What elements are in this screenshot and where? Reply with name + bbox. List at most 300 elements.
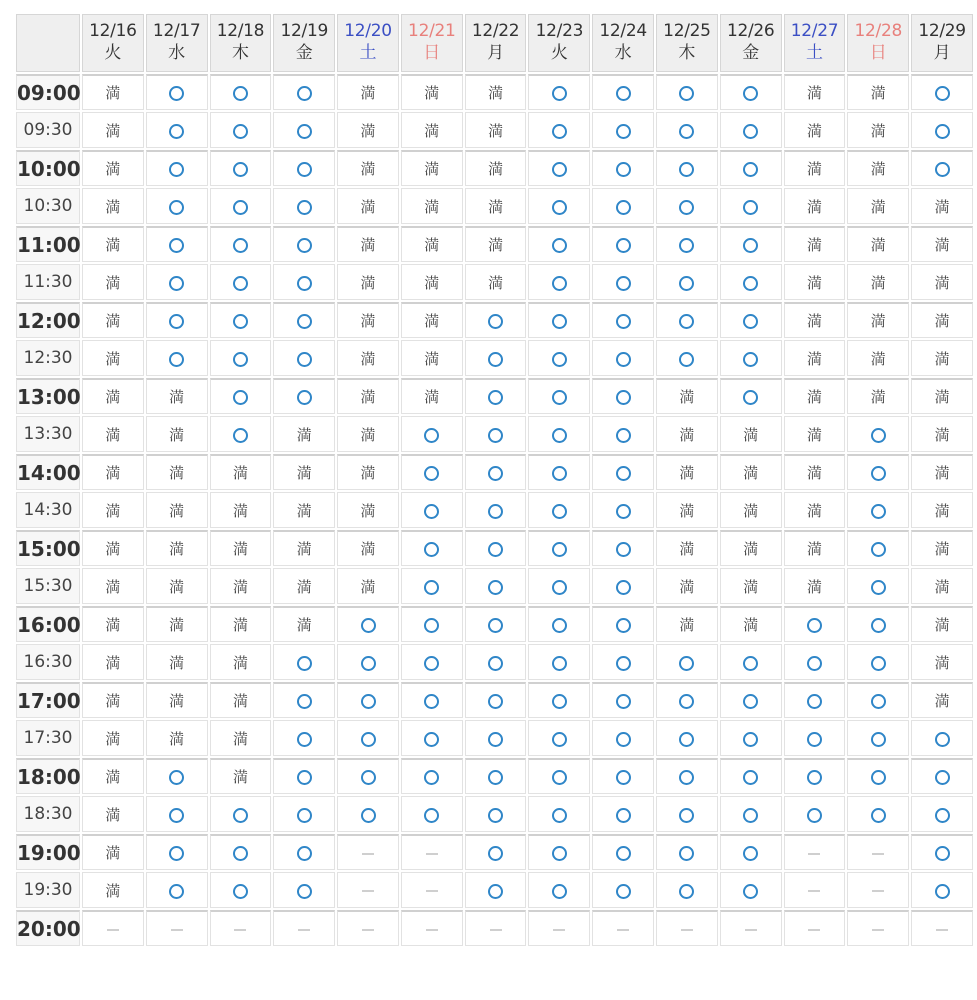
weekday-label: 水 xyxy=(614,43,632,63)
slot-available[interactable] xyxy=(592,530,654,566)
weekday-label: 月 xyxy=(933,43,951,63)
slot-available[interactable] xyxy=(465,454,527,490)
time-label: 10:00 xyxy=(16,150,80,186)
slot-full: 満 xyxy=(82,264,144,300)
slot-available[interactable] xyxy=(847,454,909,490)
time-label: 09:30 xyxy=(16,112,80,148)
slot-available[interactable] xyxy=(847,416,909,452)
time-label: 10:30 xyxy=(16,188,80,224)
slot-available[interactable] xyxy=(465,758,527,794)
weekday-label: 金 xyxy=(295,43,313,63)
circle-available-icon xyxy=(297,884,312,899)
slot-available[interactable] xyxy=(656,150,718,186)
circle-available-icon xyxy=(488,656,503,671)
slot-available[interactable] xyxy=(465,834,527,870)
circle-available-icon xyxy=(424,504,439,519)
circle-available-icon xyxy=(935,86,950,101)
circle-available-icon xyxy=(488,884,503,899)
slot-available[interactable] xyxy=(784,606,846,642)
dash-unavailable-icon xyxy=(362,853,374,855)
slot-full: 満 xyxy=(146,720,208,756)
slot-available[interactable] xyxy=(847,530,909,566)
slot-available[interactable] xyxy=(401,758,463,794)
slot-available[interactable] xyxy=(847,492,909,528)
slot-full: 満 xyxy=(784,226,846,262)
circle-available-icon xyxy=(361,656,376,671)
slot-full: 満 xyxy=(465,150,527,186)
slot-available[interactable] xyxy=(720,378,782,414)
slot-available[interactable] xyxy=(784,682,846,718)
slot-full: 満 xyxy=(146,530,208,566)
time-row xyxy=(16,796,973,832)
slot-full: 満 xyxy=(847,150,909,186)
slot-full: 満 xyxy=(465,188,527,224)
slot-full: 満 xyxy=(401,340,463,376)
time-row xyxy=(16,150,973,186)
time-row xyxy=(16,454,973,490)
slot-unavailable xyxy=(784,910,846,946)
slot-full: 満 xyxy=(656,454,718,490)
slot-available[interactable] xyxy=(210,150,272,186)
slot-available[interactable] xyxy=(401,416,463,452)
slot-available[interactable] xyxy=(720,834,782,870)
slot-available[interactable] xyxy=(528,264,590,300)
slot-available[interactable] xyxy=(656,872,718,908)
date-label: 12/25 xyxy=(663,21,711,42)
slot-available[interactable] xyxy=(911,74,973,110)
dash-unavailable-icon xyxy=(808,853,820,855)
slot-available[interactable] xyxy=(273,74,335,110)
slot-available[interactable] xyxy=(592,188,654,224)
slot-full: 満 xyxy=(337,112,399,148)
slot-available[interactable] xyxy=(592,150,654,186)
slot-available[interactable] xyxy=(210,188,272,224)
slot-available[interactable] xyxy=(592,720,654,756)
slot-full: 満 xyxy=(210,530,272,566)
slot-available[interactable] xyxy=(592,492,654,528)
slot-available[interactable] xyxy=(528,682,590,718)
circle-available-icon xyxy=(679,352,694,367)
slot-available[interactable] xyxy=(528,796,590,832)
circle-available-icon xyxy=(297,732,312,747)
slot-available[interactable] xyxy=(273,834,335,870)
slot-available[interactable] xyxy=(465,682,527,718)
slot-available[interactable] xyxy=(911,834,973,870)
slot-available[interactable] xyxy=(528,150,590,186)
slot-available[interactable] xyxy=(210,302,272,338)
slot-available[interactable] xyxy=(401,720,463,756)
slot-available[interactable] xyxy=(528,720,590,756)
slot-available[interactable] xyxy=(592,378,654,414)
slot-available[interactable] xyxy=(210,74,272,110)
slot-available[interactable] xyxy=(210,226,272,262)
circle-available-icon xyxy=(488,846,503,861)
slot-available[interactable] xyxy=(592,758,654,794)
slot-available[interactable] xyxy=(465,378,527,414)
slot-available[interactable] xyxy=(656,112,718,148)
date-header-12-22 xyxy=(465,14,527,72)
date-label: 12/29 xyxy=(918,21,966,42)
date-header-row xyxy=(16,14,973,72)
date-label: 12/17 xyxy=(152,21,201,42)
slot-available[interactable] xyxy=(528,834,590,870)
slot-available[interactable] xyxy=(337,682,399,718)
slot-available[interactable] xyxy=(592,226,654,262)
slot-available[interactable] xyxy=(465,492,527,528)
slot-available[interactable] xyxy=(911,796,973,832)
slot-available[interactable] xyxy=(401,606,463,642)
slot-full: 満 xyxy=(911,188,973,224)
slot-available[interactable] xyxy=(401,644,463,680)
slot-full: 満 xyxy=(911,454,973,490)
slot-available[interactable] xyxy=(528,606,590,642)
slot-available[interactable] xyxy=(784,720,846,756)
slot-available[interactable] xyxy=(847,682,909,718)
circle-available-icon xyxy=(743,276,758,291)
slot-full: 満 xyxy=(82,720,144,756)
circle-available-icon xyxy=(552,314,567,329)
availability-table xyxy=(14,12,975,948)
slot-full: 満 xyxy=(146,682,208,718)
time-label: 20:00 xyxy=(16,910,80,946)
circle-available-icon xyxy=(297,846,312,861)
time-label: 16:00 xyxy=(16,606,80,642)
circle-available-icon xyxy=(871,656,886,671)
slot-full: 満 xyxy=(337,188,399,224)
slot-full: 満 xyxy=(401,378,463,414)
slot-available[interactable] xyxy=(720,188,782,224)
slot-available[interactable] xyxy=(401,530,463,566)
slot-available[interactable] xyxy=(337,796,399,832)
slot-available[interactable] xyxy=(210,378,272,414)
slot-available[interactable] xyxy=(528,74,590,110)
circle-available-icon xyxy=(424,428,439,443)
circle-available-icon xyxy=(488,732,503,747)
slot-available[interactable] xyxy=(146,872,208,908)
circle-available-icon xyxy=(552,808,567,823)
slot-available[interactable] xyxy=(720,112,782,148)
slot-available[interactable] xyxy=(146,264,208,300)
time-row xyxy=(16,834,973,870)
circle-available-icon xyxy=(169,884,184,899)
slot-available[interactable] xyxy=(911,872,973,908)
dash-unavailable-icon xyxy=(872,890,884,892)
slot-available[interactable] xyxy=(273,796,335,832)
slot-available[interactable] xyxy=(528,872,590,908)
slot-available[interactable] xyxy=(528,188,590,224)
slot-available[interactable] xyxy=(847,644,909,680)
date-header-12-28 xyxy=(847,14,909,72)
slot-available[interactable] xyxy=(337,644,399,680)
slot-available[interactable] xyxy=(528,758,590,794)
slot-unavailable xyxy=(656,910,718,946)
slot-available[interactable] xyxy=(720,74,782,110)
time-row xyxy=(16,720,973,756)
slot-available[interactable] xyxy=(784,796,846,832)
slot-available[interactable] xyxy=(528,492,590,528)
slot-available[interactable] xyxy=(273,112,335,148)
slot-available[interactable] xyxy=(592,682,654,718)
slot-available[interactable] xyxy=(528,416,590,452)
slot-available[interactable] xyxy=(273,264,335,300)
slot-available[interactable] xyxy=(656,302,718,338)
slot-available[interactable] xyxy=(720,682,782,718)
slot-available[interactable] xyxy=(465,568,527,604)
slot-available[interactable] xyxy=(592,302,654,338)
date-header-12-18 xyxy=(210,14,272,72)
slot-full: 満 xyxy=(210,644,272,680)
slot-available[interactable] xyxy=(401,568,463,604)
slot-available[interactable] xyxy=(720,796,782,832)
slot-available[interactable] xyxy=(273,150,335,186)
slot-full: 満 xyxy=(847,340,909,376)
slot-available[interactable] xyxy=(528,454,590,490)
slot-full: 満 xyxy=(784,568,846,604)
slot-available[interactable] xyxy=(720,150,782,186)
slot-available[interactable] xyxy=(720,720,782,756)
slot-full: 満 xyxy=(656,568,718,604)
slot-available[interactable] xyxy=(146,112,208,148)
circle-available-icon xyxy=(743,694,758,709)
time-label: 11:30 xyxy=(16,264,80,300)
slot-available[interactable] xyxy=(656,644,718,680)
slot-available[interactable] xyxy=(592,644,654,680)
slot-full: 満 xyxy=(401,112,463,148)
slot-available[interactable] xyxy=(656,226,718,262)
date-label: 12/22 xyxy=(471,21,520,42)
time-label: 14:00 xyxy=(16,454,80,490)
circle-available-icon xyxy=(616,276,631,291)
slot-available[interactable] xyxy=(146,226,208,262)
slot-available[interactable] xyxy=(273,188,335,224)
slot-available[interactable] xyxy=(911,758,973,794)
slot-available[interactable] xyxy=(592,112,654,148)
slot-available[interactable] xyxy=(720,644,782,680)
slot-full: 満 xyxy=(273,606,335,642)
slot-available[interactable] xyxy=(656,720,718,756)
slot-available[interactable] xyxy=(401,796,463,832)
time-row xyxy=(16,340,973,376)
slot-available[interactable] xyxy=(592,340,654,376)
slot-available[interactable] xyxy=(656,264,718,300)
circle-available-icon xyxy=(169,124,184,139)
slot-full: 満 xyxy=(337,378,399,414)
date-header-12-24 xyxy=(592,14,654,72)
slot-available[interactable] xyxy=(592,264,654,300)
slot-available[interactable] xyxy=(720,758,782,794)
slot-full: 満 xyxy=(210,454,272,490)
circle-available-icon xyxy=(935,732,950,747)
slot-available[interactable] xyxy=(784,758,846,794)
slot-full: 満 xyxy=(82,226,144,262)
slot-available[interactable] xyxy=(720,340,782,376)
circle-available-icon xyxy=(616,770,631,785)
slot-available[interactable] xyxy=(210,112,272,148)
slot-full: 満 xyxy=(146,454,208,490)
slot-available[interactable] xyxy=(273,378,335,414)
circle-available-icon xyxy=(743,770,758,785)
circle-available-icon xyxy=(616,580,631,595)
slot-full: 満 xyxy=(146,644,208,680)
slot-full: 満 xyxy=(847,112,909,148)
slot-available[interactable] xyxy=(146,340,208,376)
slot-available[interactable] xyxy=(146,150,208,186)
slot-available[interactable] xyxy=(273,226,335,262)
slot-full: 満 xyxy=(401,226,463,262)
slot-available[interactable] xyxy=(146,834,208,870)
slot-available[interactable] xyxy=(465,872,527,908)
circle-available-icon xyxy=(169,86,184,101)
slot-full: 満 xyxy=(337,340,399,376)
slot-available[interactable] xyxy=(720,872,782,908)
slot-available[interactable] xyxy=(273,872,335,908)
slot-available[interactable] xyxy=(146,74,208,110)
time-row xyxy=(16,302,973,338)
slot-available[interactable] xyxy=(656,758,718,794)
circle-available-icon xyxy=(552,428,567,443)
time-label: 19:30 xyxy=(16,872,80,908)
date-header-12-23 xyxy=(528,14,590,72)
slot-available[interactable] xyxy=(528,340,590,376)
slot-available[interactable] xyxy=(720,302,782,338)
circle-available-icon xyxy=(743,656,758,671)
slot-available[interactable] xyxy=(210,834,272,870)
slot-available[interactable] xyxy=(784,644,846,680)
slot-available[interactable] xyxy=(465,340,527,376)
slot-available[interactable] xyxy=(528,226,590,262)
slot-available[interactable] xyxy=(273,682,335,718)
slot-available[interactable] xyxy=(210,264,272,300)
slot-available[interactable] xyxy=(911,112,973,148)
time-row xyxy=(16,530,973,566)
slot-available[interactable] xyxy=(528,112,590,148)
slot-available[interactable] xyxy=(847,758,909,794)
slot-available[interactable] xyxy=(337,758,399,794)
slot-available[interactable] xyxy=(401,492,463,528)
slot-unavailable xyxy=(337,834,399,870)
slot-available[interactable] xyxy=(401,454,463,490)
slot-available[interactable] xyxy=(592,872,654,908)
slot-available[interactable] xyxy=(465,302,527,338)
slot-available[interactable] xyxy=(592,796,654,832)
slot-available[interactable] xyxy=(146,796,208,832)
slot-available[interactable] xyxy=(528,378,590,414)
slot-available[interactable] xyxy=(465,606,527,642)
slot-available[interactable] xyxy=(273,302,335,338)
slot-available[interactable] xyxy=(592,454,654,490)
circle-available-icon xyxy=(679,276,694,291)
circle-available-icon xyxy=(552,770,567,785)
slot-full: 満 xyxy=(465,112,527,148)
slot-full: 満 xyxy=(82,416,144,452)
slot-available[interactable] xyxy=(656,796,718,832)
slot-available[interactable] xyxy=(465,530,527,566)
slot-available[interactable] xyxy=(273,720,335,756)
slot-available[interactable] xyxy=(592,834,654,870)
slot-full: 満 xyxy=(656,416,718,452)
slot-available[interactable] xyxy=(146,188,208,224)
slot-full: 満 xyxy=(146,416,208,452)
circle-available-icon xyxy=(169,276,184,291)
slot-full: 満 xyxy=(784,340,846,376)
slot-available[interactable] xyxy=(528,530,590,566)
slot-available[interactable] xyxy=(401,682,463,718)
slot-full: 満 xyxy=(784,74,846,110)
slot-full: 満 xyxy=(401,264,463,300)
slot-available[interactable] xyxy=(656,188,718,224)
slot-full: 満 xyxy=(656,492,718,528)
slot-available[interactable] xyxy=(528,568,590,604)
slot-full: 満 xyxy=(273,568,335,604)
slot-available[interactable] xyxy=(592,568,654,604)
slot-available[interactable] xyxy=(465,796,527,832)
slot-available[interactable] xyxy=(210,416,272,452)
slot-available[interactable] xyxy=(210,872,272,908)
circle-available-icon xyxy=(616,656,631,671)
slot-available[interactable] xyxy=(273,340,335,376)
slot-available[interactable] xyxy=(656,340,718,376)
slot-available[interactable] xyxy=(146,758,208,794)
slot-available[interactable] xyxy=(847,796,909,832)
circle-available-icon xyxy=(297,314,312,329)
circle-available-icon xyxy=(743,124,758,139)
circle-available-icon xyxy=(807,656,822,671)
circle-available-icon xyxy=(743,162,758,177)
slot-available[interactable] xyxy=(592,606,654,642)
slot-full: 満 xyxy=(82,568,144,604)
slot-available[interactable] xyxy=(592,416,654,452)
slot-full: 満 xyxy=(911,264,973,300)
slot-available[interactable] xyxy=(720,264,782,300)
circle-available-icon xyxy=(233,846,248,861)
circle-available-icon xyxy=(871,770,886,785)
slot-available[interactable] xyxy=(337,720,399,756)
slot-unavailable xyxy=(337,872,399,908)
slot-available[interactable] xyxy=(465,720,527,756)
slot-available[interactable] xyxy=(656,74,718,110)
dash-unavailable-icon xyxy=(234,929,246,931)
circle-available-icon xyxy=(935,808,950,823)
slot-available[interactable] xyxy=(847,606,909,642)
dash-unavailable-icon xyxy=(745,929,757,931)
slot-available[interactable] xyxy=(847,720,909,756)
slot-available[interactable] xyxy=(592,74,654,110)
slot-available[interactable] xyxy=(273,758,335,794)
slot-available[interactable] xyxy=(528,644,590,680)
slot-available[interactable] xyxy=(656,834,718,870)
time-row xyxy=(16,188,973,224)
circle-available-icon xyxy=(424,808,439,823)
slot-available[interactable] xyxy=(528,302,590,338)
circle-available-icon xyxy=(297,352,312,367)
circle-available-icon xyxy=(297,770,312,785)
slot-available[interactable] xyxy=(465,644,527,680)
slot-available[interactable] xyxy=(146,302,208,338)
slot-available[interactable] xyxy=(720,226,782,262)
circle-available-icon xyxy=(488,770,503,785)
slot-available[interactable] xyxy=(656,682,718,718)
slot-available[interactable] xyxy=(273,644,335,680)
slot-available[interactable] xyxy=(911,720,973,756)
slot-available[interactable] xyxy=(210,796,272,832)
slot-available[interactable] xyxy=(337,606,399,642)
slot-available[interactable] xyxy=(847,568,909,604)
slot-available[interactable] xyxy=(911,150,973,186)
circle-available-icon xyxy=(233,200,248,215)
slot-full: 満 xyxy=(82,150,144,186)
slot-available[interactable] xyxy=(210,340,272,376)
slot-available[interactable] xyxy=(465,416,527,452)
